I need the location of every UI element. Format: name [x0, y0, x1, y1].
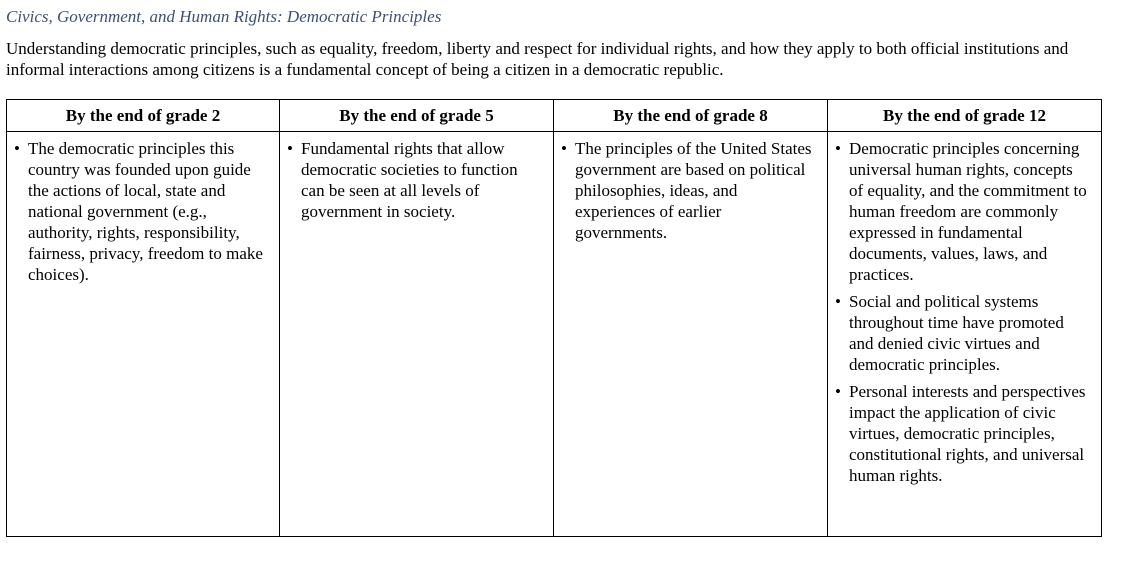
intro-paragraph: Understanding democratic principles, such as equality, freedom, liberty and respect for individual rights, and how they apply to both official institutions and informal interactions among citizens is a fundamental concept of being a citizen in a democratic republic. [6, 39, 1069, 79]
table-row [7, 132, 1102, 537]
column-heading-grade-8: By the end of grade 8 [554, 100, 828, 132]
grade-5-cell [280, 132, 554, 537]
column-heading-grade-5: By the end of grade 5 [280, 100, 554, 132]
list-item: • Fundamental rights that allow democratic societies to function can be seen at all levels of government in society. [301, 138, 543, 222]
column-heading-grade-2: By the end of grade 2 [7, 100, 280, 132]
section-title: Civics, Government, and Human Rights: Democratic Principles [6, 7, 442, 26]
list-item: • Democratic principles concerning universal human rights, concepts of equality, and the commitment to human freedom are commonly expressed in fundamental documents, values, laws, and practices. [849, 138, 1091, 285]
list-item: • The democratic principles this country was founded upon guide the actions of local, state and national government (e.g., authority, rights, responsibility, fairness, privacy, freedom to make choices). [28, 138, 269, 285]
grade-standards-table [6, 99, 1102, 537]
grade-8-cell [554, 132, 828, 537]
list-item: • Social and political systems throughout time have promoted and denied civic virtues and democratic principles. [849, 291, 1091, 375]
grade-2-cell [7, 132, 280, 537]
grade-5-list [280, 132, 553, 234]
table-header-row [7, 100, 1102, 132]
grade-2-list [7, 132, 279, 297]
grade-12-cell [828, 132, 1102, 537]
list-item: • Personal interests and perspectives impact the application of civic virtues, democratic principles, constitutional rights, and universal human rights. [849, 381, 1091, 486]
grade-8-list [554, 132, 827, 255]
grade-12-list [828, 132, 1101, 498]
list-item: • The principles of the United States government are based on political philosophies, ideas, and experiences of earlier governments. [575, 138, 817, 243]
column-heading-grade-12: By the end of grade 12 [828, 100, 1102, 132]
